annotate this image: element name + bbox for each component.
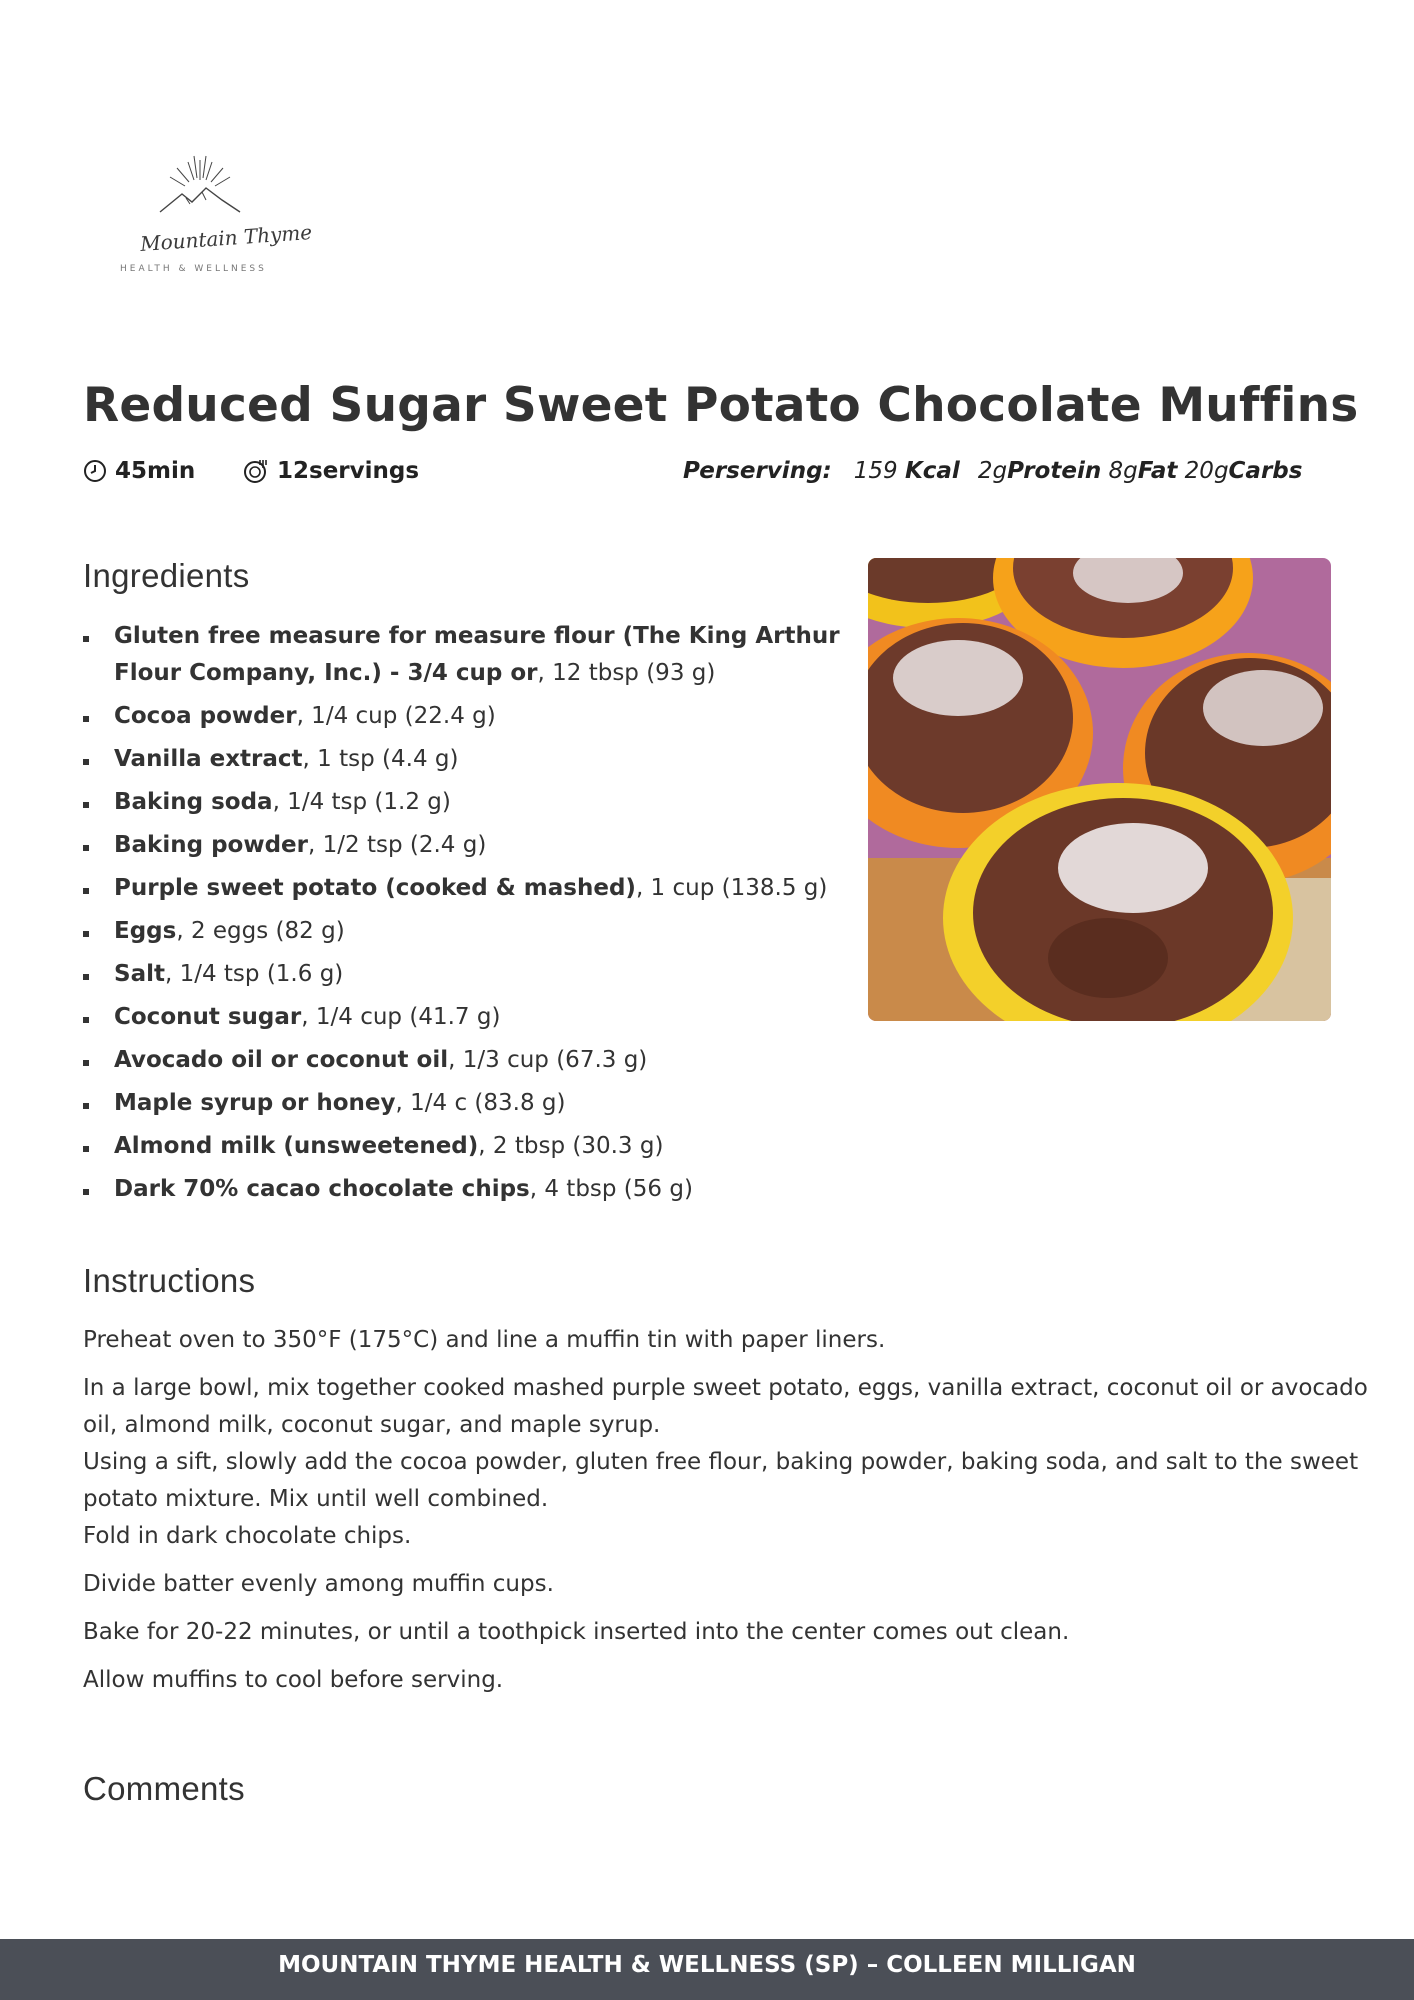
fat-label: Fat	[1137, 458, 1178, 484]
ingredient-amount: , 1/4 cup (41.7 g)	[301, 1004, 501, 1030]
carbs-value: 20g	[1184, 458, 1229, 484]
instruction-step: Preheat oven to 350°F (175°C) and line a muffin tin with paper liners.	[83, 1327, 886, 1353]
ingredient-name: Dark 70% cacao chocolate chips	[114, 1176, 530, 1202]
ingredient-name: Baking powder	[114, 832, 308, 858]
nutrition-label: Perserving:	[683, 458, 832, 484]
ingredient-amount: , 1/4 tsp (1.6 g)	[164, 961, 344, 987]
instruction-step: Using a sift, slowly add the cocoa powder, gluten free flour, baking powder, baking soda, and salt to the sweet potato mixture. Mix until well combined.	[83, 1449, 1359, 1512]
ingredient-name: Vanilla extract	[114, 746, 303, 772]
ingredient-item	[83, 956, 883, 993]
ingredient-item	[83, 827, 883, 864]
clock-icon	[83, 459, 107, 483]
kcal-value: 159	[853, 458, 898, 484]
ingredient-amount: , 2 tbsp (30.3 g)	[478, 1133, 664, 1159]
ingredient-name: Gluten free measure for measure flour (The King Arthur Flour Company, Inc.) - 3/4 cup or	[114, 623, 840, 686]
prep-time	[83, 458, 195, 484]
instructions-list	[83, 1322, 1373, 1710]
ingredient-amount: , 1/2 tsp (2.4 g)	[308, 832, 487, 858]
servings	[243, 458, 419, 484]
ingredient-item	[83, 741, 883, 778]
ingredient-name: Purple sweet potato (cooked & mashed)	[114, 875, 636, 901]
ingredient-item	[83, 784, 883, 821]
servings-icon	[243, 458, 269, 484]
ingredient-amount: , 1 cup (138.5 g)	[635, 875, 828, 901]
instruction-step: Allow muffins to cool before serving.	[83, 1667, 504, 1693]
ingredient-name: Almond milk (unsweetened)	[114, 1133, 479, 1159]
ingredient-name: Avocado oil or coconut oil	[114, 1047, 449, 1073]
ingredient-item	[83, 618, 883, 692]
comments-heading: Comments	[83, 1770, 245, 1807]
prep-time-value: 45min	[115, 458, 196, 484]
logo-script-text: Mountain Thyme	[139, 220, 313, 256]
nutrition-summary	[683, 458, 1302, 484]
ingredient-item	[83, 870, 883, 907]
ingredient-item	[83, 999, 883, 1036]
brand-logo	[110, 150, 313, 290]
recipe-meta	[83, 458, 1383, 498]
ingredient-amount: , 2 eggs (82 g)	[176, 918, 345, 944]
protein-value: 2g	[977, 458, 1008, 484]
ingredient-amount: , 1/3 cup (67.3 g)	[448, 1047, 648, 1073]
carbs-label: Carbs	[1228, 458, 1303, 484]
logo-subtitle: HEALTH & WELLNESS	[120, 264, 267, 274]
ingredient-amount: , 1 tsp (4.4 g)	[302, 746, 459, 772]
ingredient-item	[83, 1171, 883, 1208]
ingredient-item	[83, 698, 883, 735]
ingredient-item	[83, 1128, 883, 1165]
ingredient-item	[83, 1085, 883, 1122]
ingredient-name: Maple syrup or honey	[114, 1090, 396, 1116]
ingredient-amount: , 1/4 tsp (1.2 g)	[272, 789, 451, 815]
instruction-step: Divide batter evenly among muffin cups.	[83, 1571, 554, 1597]
kcal-label: Kcal	[904, 458, 960, 484]
mountain-sun-logo-icon	[110, 150, 290, 230]
ingredient-amount: , 4 tbsp (56 g)	[529, 1176, 693, 1202]
page-footer: MOUNTAIN THYME HEALTH & WELLNESS (SP) – COLLEEN MILLIGAN	[0, 1939, 1414, 2000]
ingredient-amount: , 1/4 cup (22.4 g)	[296, 703, 496, 729]
ingredient-name: Baking soda	[114, 789, 273, 815]
recipe-title: Reduced Sugar Sweet Potato Chocolate Muffins	[83, 378, 1359, 433]
ingredient-item	[83, 1042, 883, 1079]
instructions-heading: Instructions	[83, 1262, 256, 1299]
ingredient-amount: , 1/4 c (83.8 g)	[395, 1090, 566, 1116]
ingredients-list	[83, 618, 883, 1214]
servings-value: 12servings	[277, 458, 420, 484]
ingredient-name: Coconut sugar	[114, 1004, 302, 1030]
instruction-step: In a large bowl, mix together cooked mashed purple sweet potato, eggs, vanilla extract, coconut oil or avocado oil, almond milk, coconut sugar, and maple syrup.	[83, 1375, 1368, 1438]
ingredients-heading: Ingredients	[83, 557, 250, 594]
ingredient-name: Cocoa powder	[114, 703, 297, 729]
ingredient-item	[83, 913, 883, 950]
instruction-step: Fold in dark chocolate chips.	[83, 1523, 412, 1549]
ingredient-amount: , 12 tbsp (93 g)	[537, 660, 716, 686]
instruction-step: Bake for 20-22 minutes, or until a toothpick inserted into the center comes out clean.	[83, 1619, 1070, 1645]
ingredient-name: Salt	[114, 961, 165, 987]
protein-label: Protein	[1007, 458, 1102, 484]
fat-value: 8g	[1108, 458, 1138, 484]
ingredient-name: Eggs	[114, 918, 177, 944]
muffins-image	[868, 558, 1331, 1021]
recipe-photo	[868, 558, 1331, 1021]
